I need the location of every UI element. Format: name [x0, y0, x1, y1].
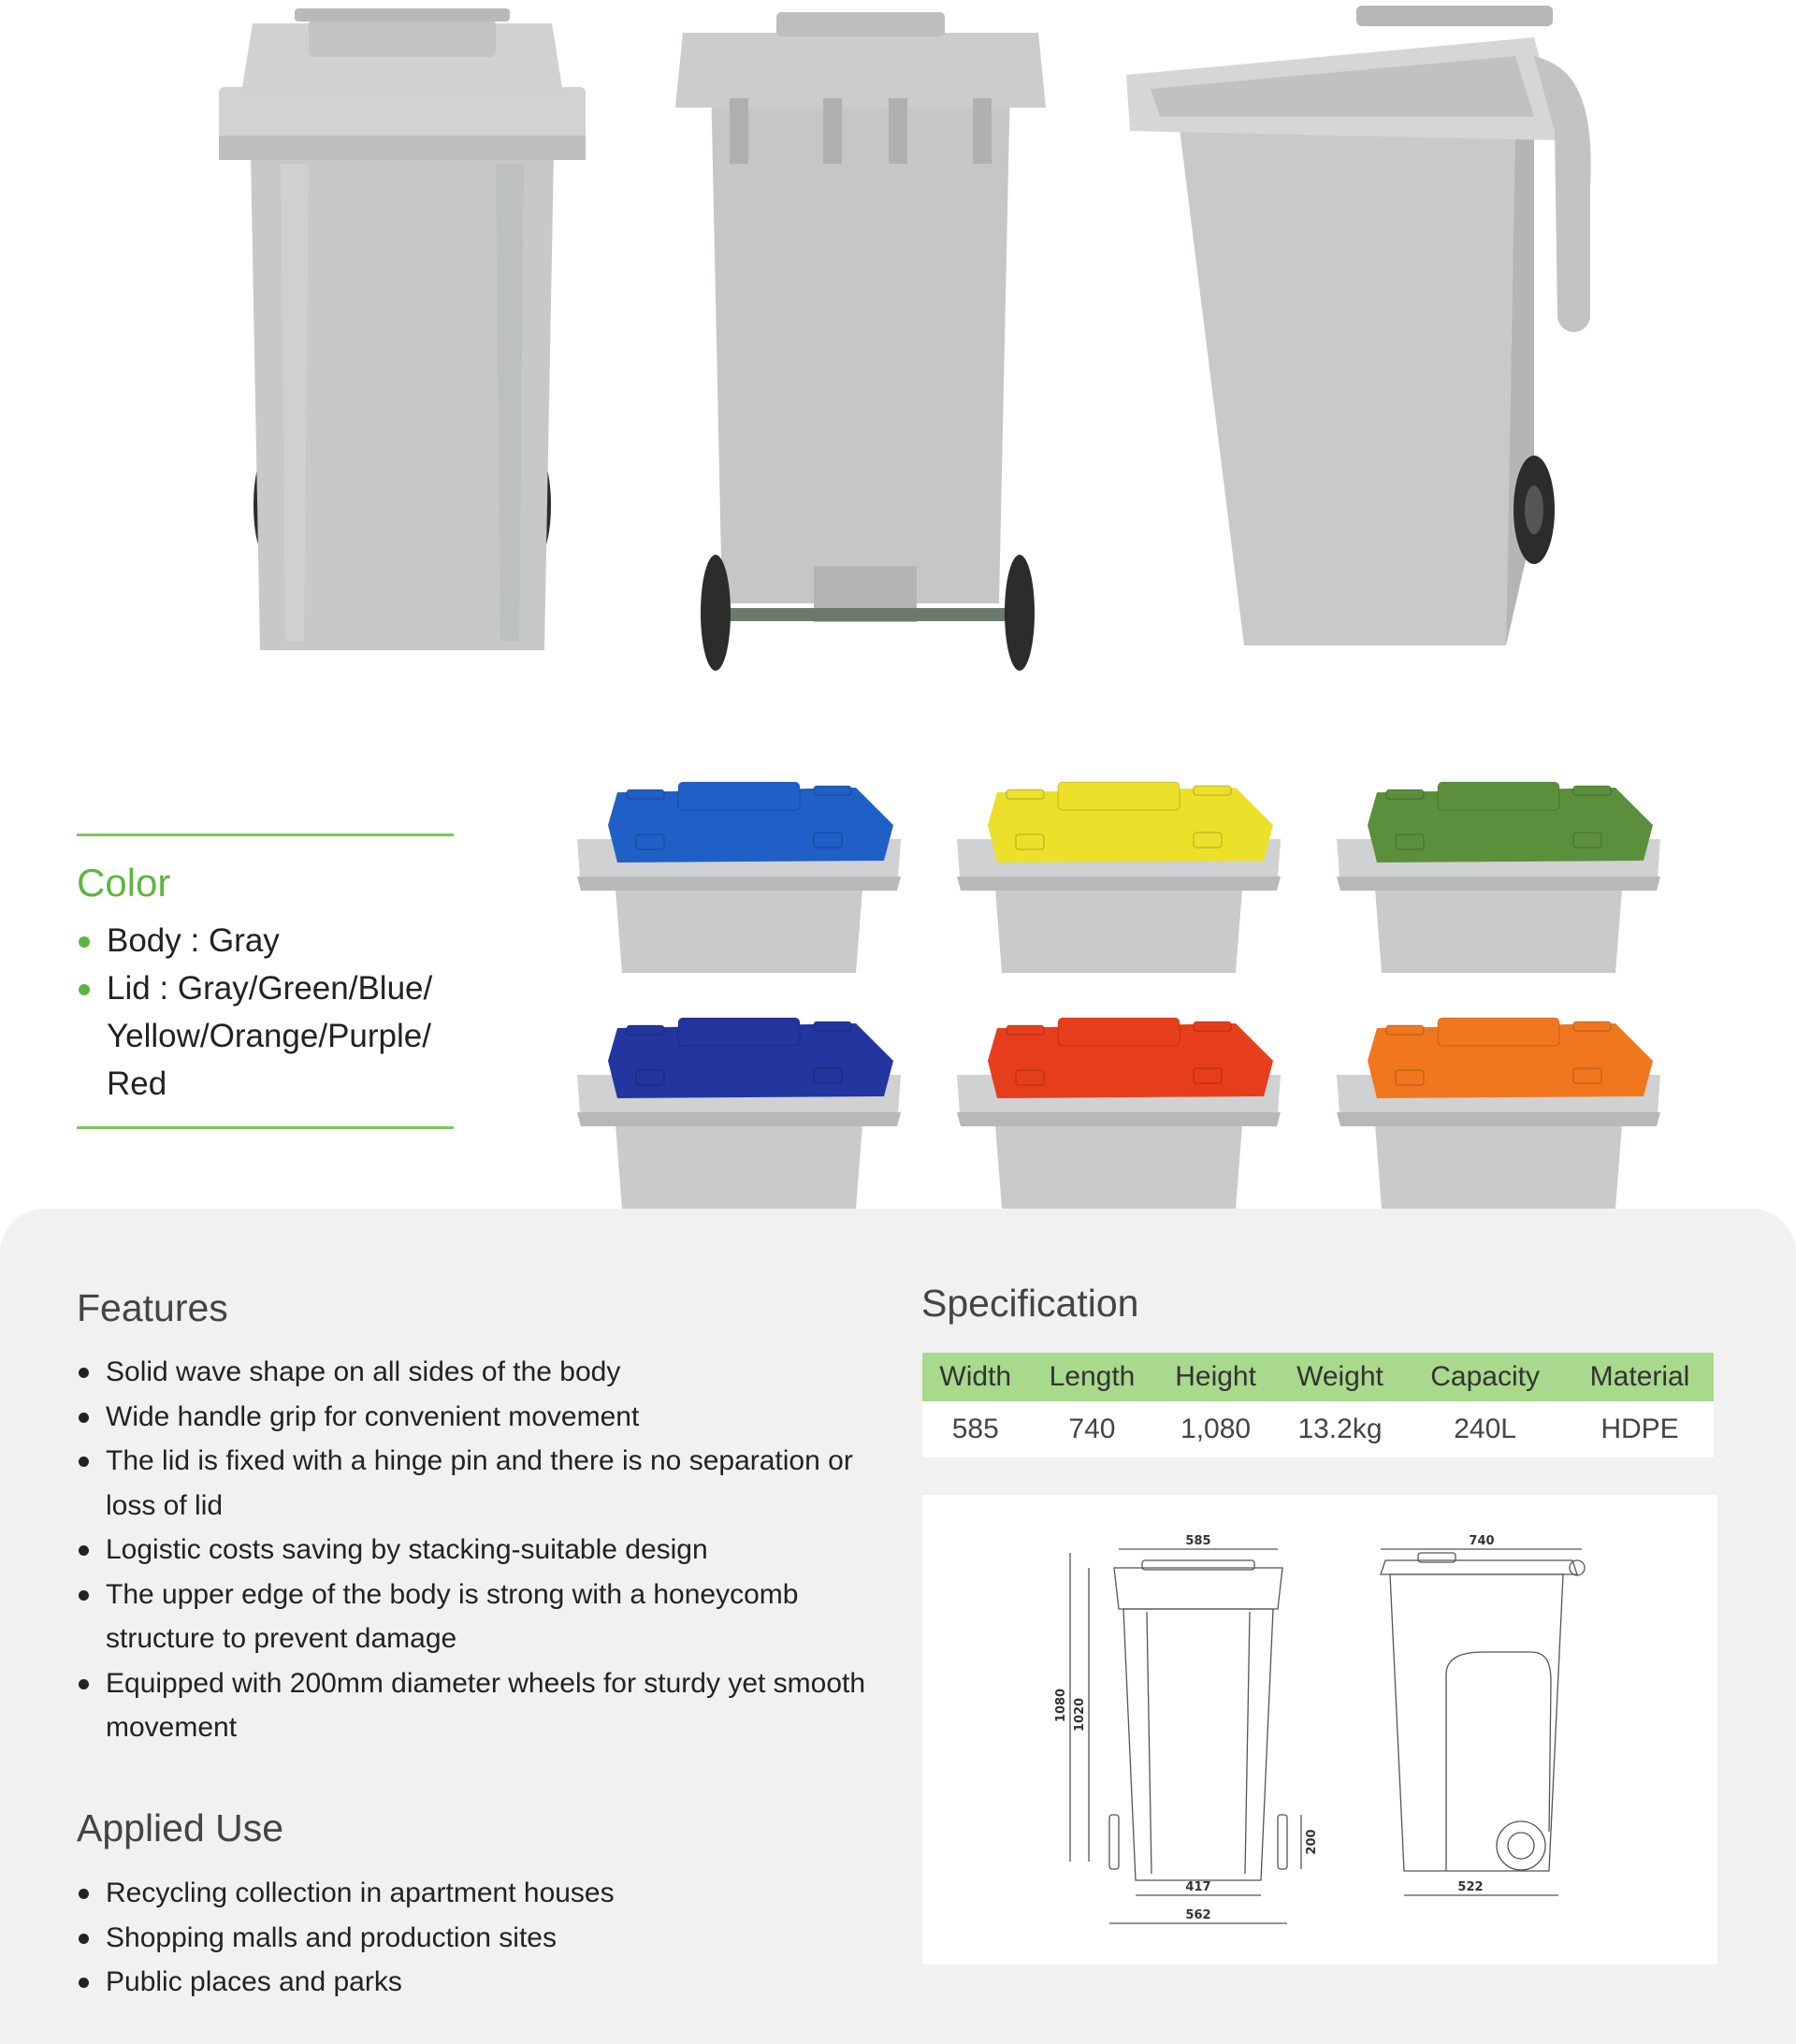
lid-blue-tile [575, 769, 903, 973]
spec-value-capacity: 240L [1404, 1401, 1566, 1457]
lid-purple-tile [575, 1005, 903, 1209]
color-item-lid: Lid : Gray/Green/Blue/ Yellow/Orange/Purple/ Red [77, 964, 432, 1108]
spec-value-material: HDPE [1566, 1401, 1714, 1457]
feature-item: Wide handle grip for convenient movement [77, 1395, 900, 1440]
applied-use-item: Public places and parks [77, 1960, 825, 2005]
specification-title: Specification [921, 1282, 1139, 1325]
dim-inner-base: 417 [1185, 1880, 1211, 1894]
spec-header-height: Height [1155, 1353, 1275, 1401]
dim-wheel: 200 [1305, 1829, 1319, 1855]
spec-header-width: Width [922, 1353, 1029, 1401]
color-list [77, 917, 432, 1108]
bin-front-photo [215, 5, 589, 660]
dim-height-body: 1020 [1073, 1697, 1087, 1732]
feature-item: Solid wave shape on all sides of the body [77, 1350, 900, 1395]
feature-item: The upper edge of the body is strong with a honeycomb structure to prevent damage [77, 1573, 900, 1661]
lid-yellow-tile [955, 769, 1282, 973]
spec-value-height: 1,080 [1155, 1401, 1275, 1457]
spec-value-row [922, 1401, 1714, 1457]
spec-value-width: 585 [922, 1401, 1029, 1457]
lid-orange-tile [1335, 1005, 1662, 1209]
bin-open-side-photo [1122, 0, 1609, 664]
feature-item: Logistic costs saving by stacking-suitable design [77, 1528, 900, 1573]
color-title: Color [77, 861, 171, 905]
dim-height-total: 1080 [1054, 1688, 1068, 1723]
lid-red-tile [955, 1005, 1282, 1209]
feature-item: The lid is fixed with a hinge pin and there is no separation or loss of lid [77, 1439, 900, 1528]
dim-front-width: 585 [1185, 1534, 1211, 1548]
spec-value-length: 740 [1029, 1401, 1156, 1457]
technical-drawing-svg [922, 1495, 1717, 1964]
spec-header-row [922, 1353, 1714, 1401]
spec-value-weight: 13.2kg [1276, 1401, 1404, 1457]
dim-wheel-span: 562 [1185, 1908, 1211, 1922]
spec-header-length: Length [1029, 1353, 1156, 1401]
features-title: Features [77, 1286, 228, 1329]
applied-use-title: Applied Use [77, 1806, 284, 1849]
features-list [77, 1350, 900, 1750]
color-top-rule [77, 834, 454, 836]
technical-drawing [922, 1495, 1717, 1964]
dim-side-base: 522 [1457, 1880, 1484, 1894]
spec-table [922, 1353, 1714, 1457]
feature-item: Equipped with 200mm diameter wheels for sturdy yet smooth movement [77, 1661, 900, 1750]
dim-side-length: 740 [1469, 1534, 1495, 1548]
spec-header-material: Material [1566, 1353, 1714, 1401]
bin-rear-photo [674, 5, 1048, 678]
color-item-body: Body : Gray [77, 917, 432, 964]
lid-green-tile [1335, 769, 1662, 973]
applied-use-item: Shopping malls and production sites [77, 1916, 825, 1961]
spec-header-capacity: Capacity [1404, 1353, 1566, 1401]
color-bottom-rule [77, 1126, 454, 1129]
spec-header-weight: Weight [1276, 1353, 1404, 1401]
applied-use-item: Recycling collection in apartment houses [77, 1871, 825, 1916]
applied-use-list [77, 1871, 825, 2005]
